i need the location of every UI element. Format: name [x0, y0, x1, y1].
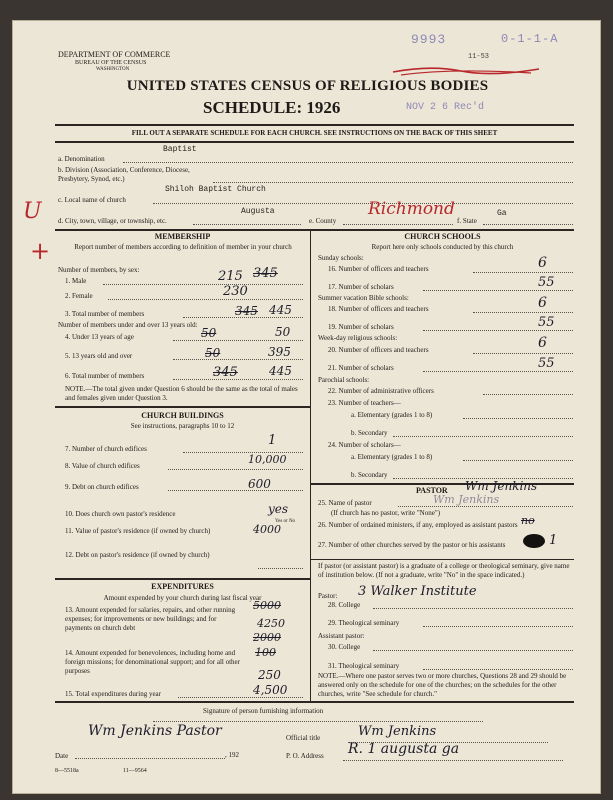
q8-label: 8. Value of church edifices — [65, 462, 140, 470]
q27-label: 27. Number of other churches served by the pastor or his assistants — [318, 541, 506, 549]
q18-value: 6 — [538, 295, 547, 311]
division-label: b. Division (Association, Conference, Diocese, Presbytery, Synod, etc.) — [58, 166, 190, 183]
q7-value: 1 — [268, 433, 277, 448]
q6-struck: 345 — [213, 365, 238, 380]
city-value: Augusta — [241, 207, 275, 216]
dept-name: DEPARTMENT OF COMMERCE — [58, 50, 171, 59]
q25-sub: (If church has no pastor, write "None") — [331, 509, 441, 517]
q24b-label: b. Secondary — [351, 471, 388, 479]
q18-label: 18. Number of officers and teachers — [328, 305, 429, 313]
q3-label: 3. Total number of members — [65, 310, 145, 318]
q1-value: 215 — [218, 269, 243, 284]
q26-label: 26. Number of ordained ministers, if any, employed as assistant pastors — [318, 521, 518, 529]
buildings-sub: See instructions, paragraphs 10 to 12 — [130, 422, 235, 430]
membership-footnote: NOTE.—The total given under Question 6 should be the same as the total of males and females given under Question 3. — [65, 385, 298, 402]
q5-value: 395 — [268, 345, 291, 359]
q21-value: 55 — [538, 356, 555, 371]
schedule-title: SCHEDULE: 1926 — [203, 98, 341, 117]
serial-stamp: 9993 — [411, 32, 447, 47]
q3-value: 445 — [269, 303, 292, 317]
q14-value-1: 100 — [255, 646, 276, 659]
q17-label: 17. Number of scholars — [328, 283, 394, 291]
q20-value: 6 — [538, 335, 547, 351]
q19-label: 19. Number of scholars — [328, 323, 394, 331]
weekday-head: Week-day religious schools: — [318, 334, 398, 342]
q13-value-1: 5000 — [253, 599, 281, 612]
age-head: Number of members under and over 13 years old: — [58, 321, 198, 329]
q6-label: 6. Total number of members — [65, 372, 145, 380]
signature-value: Wm Jenkins Pastor — [88, 723, 222, 739]
q7-label: 7. Number of church edifices — [65, 445, 147, 453]
state-value: Ga — [497, 209, 507, 218]
q14-value-2: 250 — [258, 668, 281, 682]
q25-label: 25. Name of pastor — [318, 499, 372, 507]
pastor-label: Pastor: — [318, 592, 338, 600]
q1-struck: 345 — [253, 266, 278, 281]
q6-value: 445 — [269, 364, 292, 378]
members-by-sex: Number of members, by sex: — [58, 266, 140, 274]
date-code: 11-53 — [468, 53, 490, 61]
code-stamp: 0-1-1-A — [501, 32, 559, 46]
expenditures-sub: Amount expended by your church during last fiscal year — [103, 594, 262, 602]
instruction-line: FILL OUT A SEPARATE SCHEDULE FOR EACH CHURCH. SEE INSTRUCTIONS ON THE BACK OF THIS SHEET — [131, 129, 498, 137]
q29-label: 29. Theological seminary — [328, 619, 400, 627]
membership-note: Report number of members according to definition of member in your church — [74, 243, 292, 251]
signature-heading: Signature of person furnishing information — [203, 707, 324, 715]
city-label: d. City, town, village, or township, etc. — [58, 217, 167, 225]
form-title: UNITED STATES CENSUS OF RELIGIOUS BODIES — [126, 78, 489, 94]
q16-value: 6 — [538, 255, 547, 271]
sunday-head: Sunday schools: — [318, 254, 364, 262]
pastor-title: PASTOR — [416, 486, 448, 495]
q1-label: 1. Male — [65, 277, 87, 285]
q10-label: 10. Does church own pastor's residence — [65, 510, 176, 518]
q3-struck: 345 — [235, 304, 258, 318]
q26-value: no — [521, 514, 535, 527]
q25-value: Wm Jenkins — [433, 493, 500, 506]
q23b-label: b. Secondary — [351, 429, 388, 437]
footer-code-right: 11—9564 — [123, 768, 147, 774]
q13-value-3: 2000 — [253, 631, 281, 644]
q4-label: 4. Under 13 years of age — [65, 333, 134, 341]
q16-label: 16. Number of officers and teachers — [328, 265, 429, 273]
q21-label: 21. Number of scholars — [328, 364, 394, 372]
q13-label: 13. Amount expended for salaries, repairs, and other running expenses; for improvements or new buildings; and for payments on church debt — [65, 606, 236, 632]
bureau-city: WASHINGTON — [96, 67, 130, 72]
q14-label: 14. Amount expended for benevolences, including home and foreign missions; for denominational support; and for all other purposes — [65, 649, 240, 675]
q22-label: 22. Number of administrative officers — [328, 387, 434, 395]
schools-note: Report here only schools conducted by this church — [371, 243, 514, 251]
assistant-label: Assistant pastor: — [318, 632, 365, 640]
q13-value-2: 4250 — [257, 617, 285, 630]
ink-blot — [523, 534, 545, 548]
q9-value: 600 — [248, 477, 271, 491]
q30-label: 30. College — [328, 643, 361, 651]
q12-label: 12. Debt on pastor's residence (if owned by church) — [65, 551, 210, 559]
footer-code-left: 8—5518a — [55, 768, 79, 774]
q20-label: 20. Number of officers and teachers — [328, 346, 429, 354]
q11-value: 4000 — [253, 523, 281, 536]
q15-label: 15. Total expenditures during year — [65, 690, 161, 698]
census-form — [12, 20, 601, 794]
q28-value: 3 Walker Institute — [358, 584, 477, 599]
q11-label: 11. Value of pastor's residence (if owned by church) — [65, 527, 211, 535]
q27-value: 1 — [549, 533, 558, 548]
yes-no-hint: Yes or No — [275, 519, 296, 524]
q2-label: 2. Female — [65, 292, 93, 300]
q10-value: yes — [268, 502, 289, 516]
official-title-value: Wm Jenkins — [358, 724, 437, 739]
local-name-value: Shiloh Baptist Church — [165, 185, 266, 194]
cross-mark: + — [30, 237, 51, 265]
q15-value: 4,500 — [253, 683, 288, 697]
q9-label: 9. Debt on church edifices — [65, 483, 139, 491]
address-label: P. O. Address — [286, 752, 324, 760]
received-stamp: NOV 2 6 Rec'd — [406, 102, 485, 113]
pastor-note: NOTE.—Where one pastor serves two or more churches, Questions 28 and 29 should be answered only on the schedule for one of the churches; on the schedules for the other churches, write "See schedule for church." — [318, 672, 567, 698]
official-title-label: Official title — [286, 734, 321, 742]
denomination-value: Baptist — [163, 145, 197, 154]
summer-head: Summer vacation Bible schools: — [318, 294, 409, 302]
q2-value: 230 — [223, 284, 248, 299]
q23a-label: a. Elementary (grades 1 to 8) — [351, 411, 433, 419]
buildings-title: CHURCH BUILDINGS — [141, 411, 224, 420]
q24-label: 24. Number of scholars— — [328, 441, 401, 449]
local-name-label: c. Local name of church — [58, 196, 126, 204]
q31-label: 31. Theological seminary — [328, 662, 400, 670]
q28-label: 28. College — [328, 601, 361, 609]
address-value: R. 1 augusta ga — [348, 741, 460, 757]
q4-value: 50 — [275, 325, 291, 339]
margin-mark: U — [23, 199, 42, 224]
denomination-label: a. Denomination — [58, 155, 105, 163]
q8-value: 10,000 — [248, 453, 287, 466]
q17-value: 55 — [538, 275, 555, 290]
state-label: f. State — [457, 217, 477, 225]
q5-label: 5. 13 years old and over — [65, 352, 133, 360]
date-label: Date — [55, 752, 69, 760]
parochial-head: Parochial schools: — [318, 376, 370, 384]
expenditures-title: EXPENDITURES — [151, 582, 214, 591]
q19-value: 55 — [538, 315, 555, 330]
county-value: Richmond — [368, 199, 455, 219]
bureau-name: BUREAU OF THE CENSUS — [75, 60, 147, 66]
membership-title: MEMBERSHIP — [154, 232, 211, 241]
date-year: , 192 — [225, 751, 239, 759]
q23-label: 23. Number of teachers— — [328, 399, 401, 407]
graduate-note: If pastor (or assistant pastor) is a graduate of a college or theological seminary, give name of institution below. (If not a graduate, write "No" in the space indicated.) — [318, 562, 570, 579]
q4-struck: 50 — [201, 326, 217, 340]
q5-struck: 50 — [205, 346, 221, 360]
schools-title: CHURCH SCHOOLS — [404, 232, 481, 241]
red-strikeout-mark — [391, 63, 541, 77]
q24a-label: a. Elementary (grades 1 to 8) — [351, 453, 433, 461]
pastor-header-hand: Wm Jenkins — [465, 479, 538, 493]
county-label: e. County — [309, 217, 337, 225]
